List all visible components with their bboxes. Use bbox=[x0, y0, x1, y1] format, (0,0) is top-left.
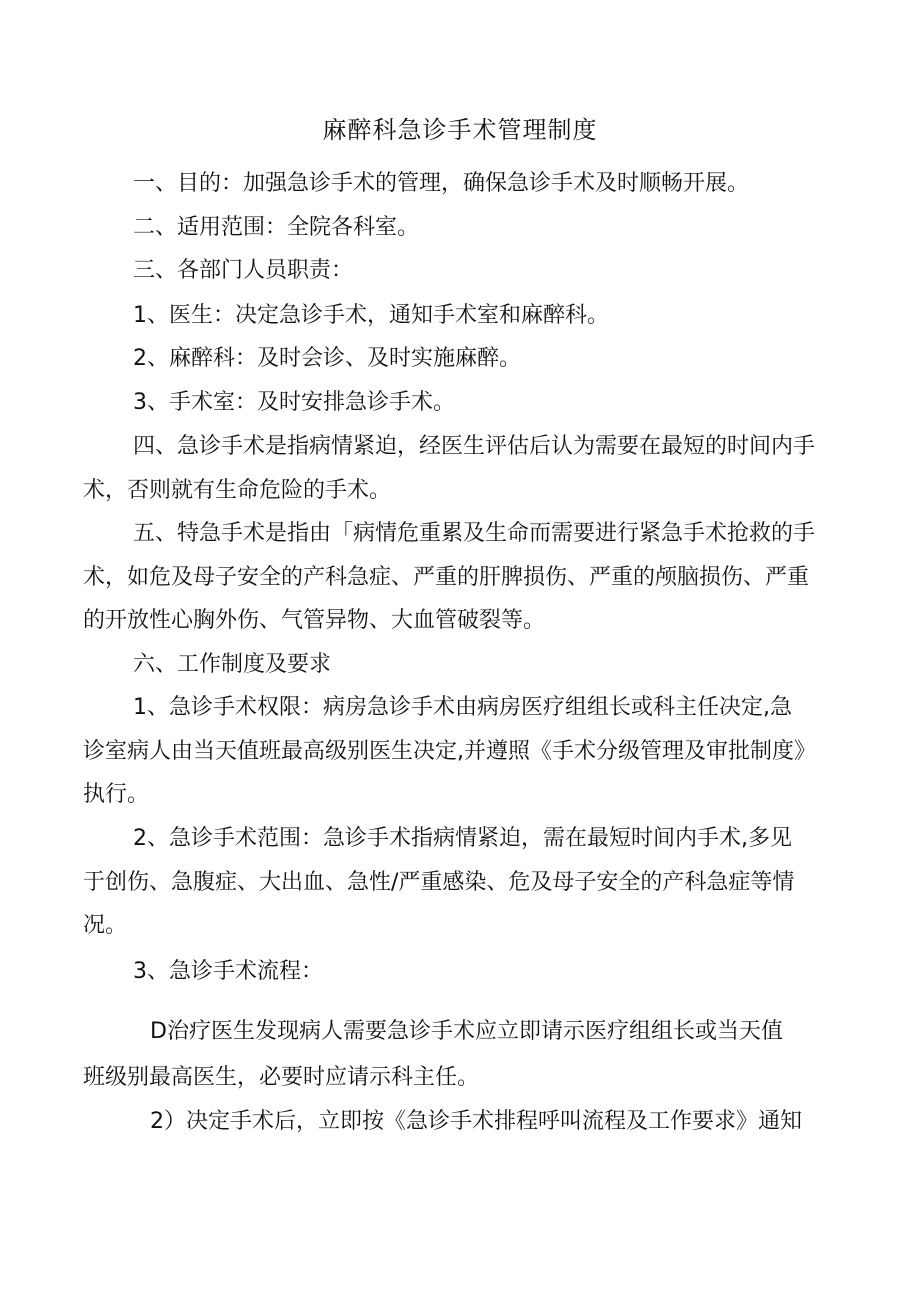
paragraph-authority-line1: 1、急诊手术权限：病房急诊手术由病房医疗组组长或科主任决定,急 bbox=[133, 695, 792, 720]
paragraph-definition-line1: 四、急诊手术是指病情紧迫，经医生评估后认为需要在最短的时间内手 bbox=[133, 434, 816, 459]
paragraph-process-heading: 3、急诊手术流程： bbox=[133, 959, 323, 984]
paragraph-step1-line2: 班级别最高医生，必要时应请示科主任。 bbox=[83, 1065, 480, 1090]
paragraph-duty-anesthesia: 2、麻醉科：及时会诊、及时实施麻醉。 bbox=[133, 346, 521, 371]
paragraph-duties-heading: 三、各部门人员职责： bbox=[133, 258, 354, 283]
paragraph-duty-or: 3、手术室：及时安排急诊手术。 bbox=[133, 390, 455, 415]
paragraph-scope: 二、适用范围：全院各科室。 bbox=[133, 215, 420, 240]
document-title: 麻醉科急诊手术管理制度 bbox=[322, 116, 598, 144]
paragraph-step2-line1: 2）决定手术后，立即按《急诊手术排程呼叫流程及工作要求》通知 bbox=[150, 1109, 802, 1134]
paragraph-requirements-heading: 六、工作制度及要求 bbox=[133, 652, 332, 677]
paragraph-range-line2: 于创伤、急腹症、大出血、急性/严重感染、危及母子安全的产科急症等情 bbox=[83, 870, 795, 895]
paragraph-range-line3: 况。 bbox=[83, 913, 128, 938]
paragraph-range-line1: 2、急诊手术范围：急诊手术指病情紧迫，需在最短时间内手术,多见 bbox=[133, 826, 792, 851]
paragraph-urgent-line1: 五、特急手术是指由「病情危重累及生命而需要进行紧急手术抢救的手 bbox=[133, 521, 816, 546]
paragraph-duty-doctor: 1、医生：决定急诊手术，通知手术室和麻醉科。 bbox=[133, 303, 609, 328]
paragraph-urgent-line2: 术，如危及母子安全的产科急症、严重的肝脾损伤、严重的颅脑损伤、严重 bbox=[83, 565, 810, 590]
paragraph-definition-line2: 术，否则就有生命危险的手术。 bbox=[83, 478, 392, 503]
paragraph-authority-line2: 诊室病人由当天值班最高级别医生决定,并遵照《手术分级管理及审批制度》 bbox=[83, 739, 816, 764]
paragraph-purpose: 一、目的：加强急诊手术的管理，确保急诊手术及时顺畅开展。 bbox=[133, 171, 750, 196]
paragraph-authority-line3: 执行。 bbox=[83, 782, 150, 807]
paragraph-step1-line1: D治疗医生发现病人需要急诊手术应立即请示医疗组组长或当天值 bbox=[150, 1019, 783, 1044]
paragraph-urgent-line3: 的开放性心胸外伤、气管异物、大血管破裂等。 bbox=[83, 608, 546, 633]
